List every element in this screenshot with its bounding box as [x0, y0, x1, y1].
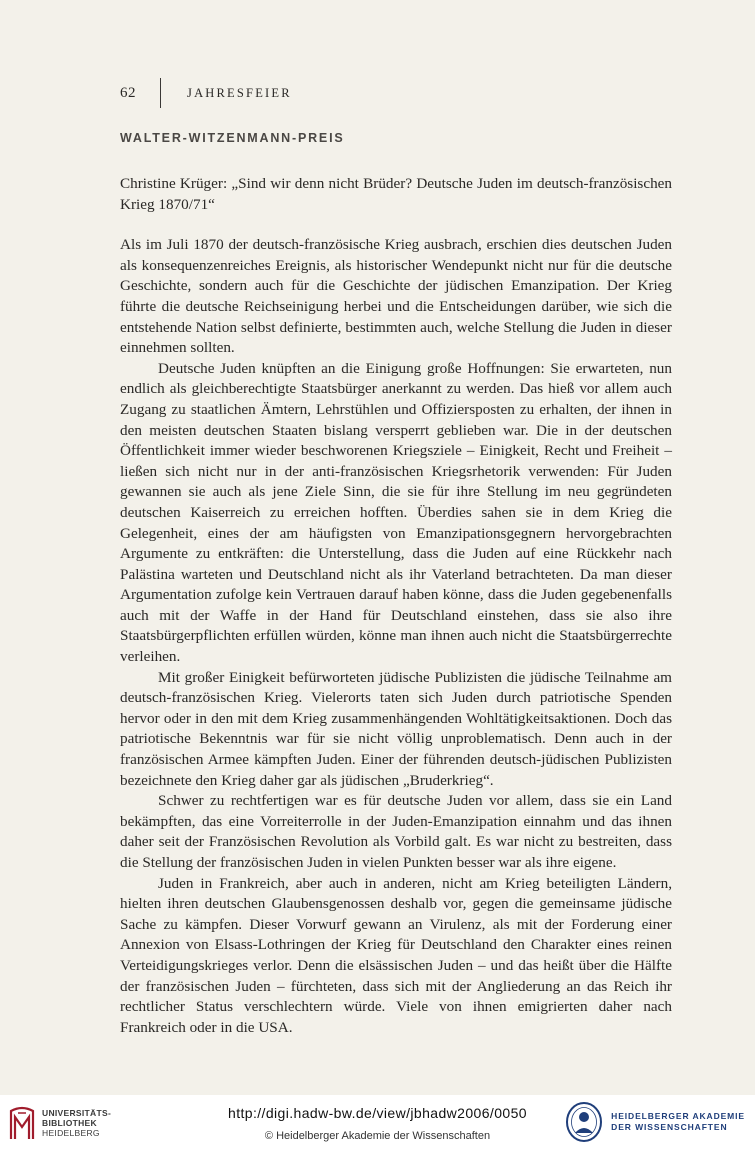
header-divider: [160, 78, 161, 108]
hadw-seal-icon: [565, 1101, 603, 1143]
paragraph: Mit großer Einigkeit befürworteten jüdische Publizisten die jüdische Teilnahme am deutsch-französischen Krieg. Vielerorts taten sich Juden durch patriotische Spenden hervor oder in den mit dem Krieg zusammenhängenden Wohltätigkeitsaktionen. Doch das patriotische Bekenntnis war für sie nicht völlig unproblematisch. Denn auch in der französischen Armee kämpften Juden. Einer der führenden deutsch-jüdischen Publizisten bezeichnete den Krieg daher gar als jüdischen „Bruderkrieg“.: [120, 668, 672, 789]
running-head: JAHRESFEIER: [187, 85, 292, 100]
library-name-line3: HEIDELBERG: [42, 1128, 100, 1138]
article-body: [120, 174, 672, 1038]
academy-logo[interactable]: [565, 1101, 745, 1143]
academy-name-line2: DER WISSENSCHAFTEN: [611, 1122, 728, 1132]
section-title: WALTER-WITZENMANN-PREIS: [120, 131, 345, 145]
article-title: Christine Krüger: „Sind wir denn nicht Brüder? Deutsche Juden im deutsch-französischen Krieg 1870/71“: [120, 175, 672, 213]
viewer-footer: [0, 1095, 755, 1151]
copyright-notice: © Heidelberger Akademie der Wissenschaften: [264, 1130, 491, 1142]
library-name-line1: UNIVERSITÄTS-: [42, 1108, 112, 1118]
academy-name-line1: HEIDELBERGER AKADEMIE: [611, 1111, 745, 1121]
paragraph: Als im Juli 1870 der deutsch-französische Krieg ausbrach, erschien dies deutschen Juden als konsequenzenreiches Ereignis, als historischer Wendepunkt nicht nur für die deutsche Geschichte, sondern auch für die Geschichte der jüdischen Emanzipation. Der Krieg führte die deutsche Reichseinigung herbei und die Entscheidungen darüber, wie sich die entstehende Nation selbst definierte, bestimmten auch, welche Stellung die Juden in dieser einnehmen sollten.: [120, 236, 672, 357]
paragraph: Juden in Frankreich, aber auch in anderen, nicht am Krieg beteiligten Ländern, hielten ihren deutschen Glaubensgenossen deshalb vor, gegen die gemeinsame jüdische Sache zu kämpfen. Dieser Vorwurf gewann an Virulenz, als mit der Forderung einer Annexion von Elsass-Lothringen der Krieg für Deutschland den Charakter eines reinen Verteidigungskrieges verlor. Denn die elsässischen Juden – und das heißt über die Hälfte der französischen Juden – fürchteten, dass sich mit der Angliederung an das Reich ihr rechtlicher Status verschlechtern würde. Viele von ihnen emigrierten daher nach Frankreich oder in die USA.: [120, 874, 672, 1036]
paragraph: Deutsche Juden knüpften an die Einigung große Hoffnungen: Sie erwarteten, nun endlich als gleichberechtigte Staatsbürger anerkannt zu werden. Das hieß vor allem auch Zugang zu staatlichen Ämtern, Lehrstühlen und Offiziersposten zu erhalten, der ihnen in den meisten deutschen Staaten bislang versperrt geblieben war. Die in der deutschen Öffentlichkeit immer wieder beschworenen Kriegsziele – Einigkeit, Recht und Freiheit – ließen sich nicht nur in der anti-französischen Kriegsrhetorik verwenden: Für Juden gewannen sie auch als jene Ziele Sinn, die sie für ihre Stellung im neu gegründeten deutschen Kaiserreich zu erreichen hofften. Überdies sahen sie in dem Krieg die Gelegenheit, eines der am häufigsten von Emanzipationsgegnern hervorgebrachten Argumente zu entkräften: die Unterstellung, dass die Juden auf eine Rückkehr nach Palästina warteten und Deutschland nicht als ihr Vaterland betrachteten. Da man dieser Argumentation zufolge kein Vertrauen darauf haben könne, dass die Juden gegebenenfalls auch mit der Waffe in der Hand für Deutschland einstehen, dass sie also ihre Staatsbürgerpflichten erfüllen würden, könne man ihnen auch nicht die Staatsbürgerrechte verleihen.: [120, 359, 672, 666]
paragraph: Schwer zu rechtfertigen war es für deutsche Juden vor allem, dass sie ein Land bekämpften, das eine Vorreiterrolle in der Juden-Emanzipation einnahm und das ihnen daher seit der Französischen Revolution als Vorbild galt. Es war nicht zu bestreiten, dass die Stellung der französischen Juden in vielen Punkten besser war als ihre eigene.: [120, 792, 672, 871]
library-name-line2: BIBLIOTHEK: [42, 1118, 97, 1128]
page-number: 62: [120, 84, 136, 101]
permalink-url[interactable]: http://digi.hadw-bw.de/view/jbhadw2006/0050: [228, 1105, 527, 1121]
page-header: [120, 78, 292, 108]
